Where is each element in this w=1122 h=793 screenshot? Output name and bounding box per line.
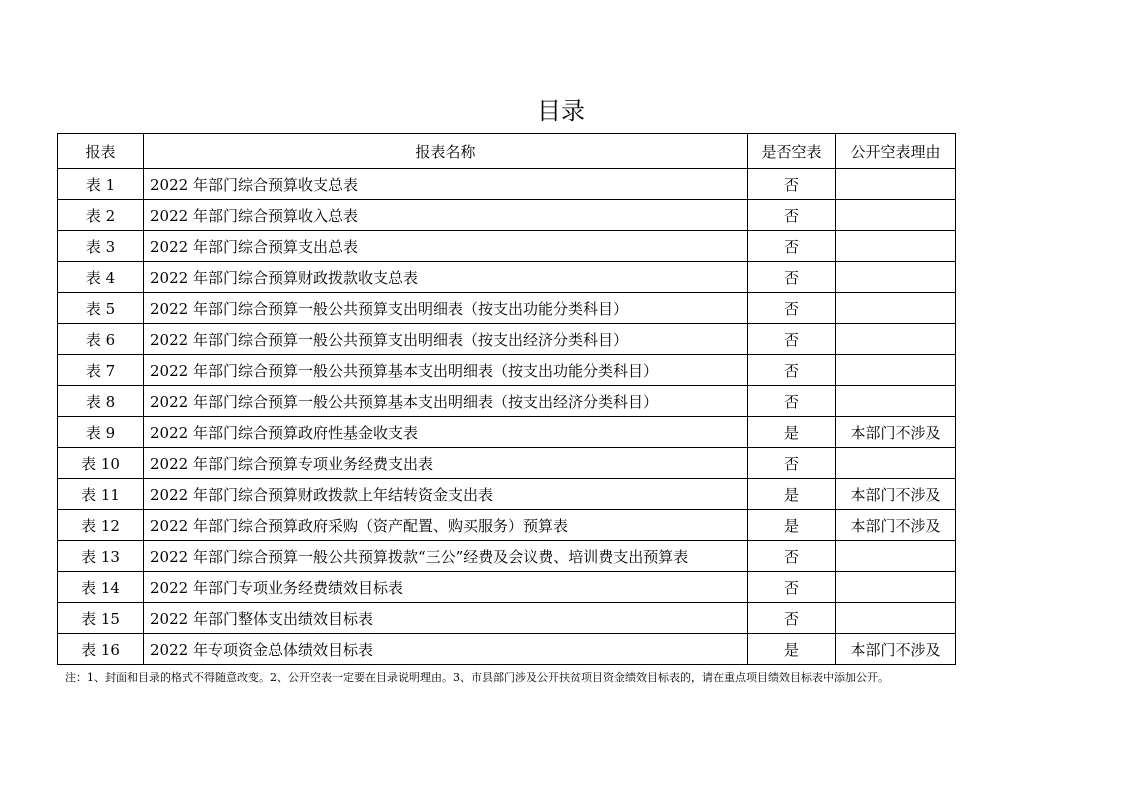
report-name-cell: 2022 年部门综合预算一般公共预算拨款“三公”经费及会议费、培训费支出预算表 — [144, 541, 748, 572]
table-row — [58, 293, 956, 324]
report-name-cell: 2022 年部门综合预算一般公共预算基本支出明细表（按支出功能分类科目） — [144, 355, 748, 386]
is-empty-cell: 否 — [748, 231, 836, 262]
empty-reason-cell — [836, 324, 956, 355]
is-empty-cell: 否 — [748, 355, 836, 386]
empty-reason-cell — [836, 541, 956, 572]
empty-reason-cell — [836, 572, 956, 603]
is-empty-cell: 否 — [748, 386, 836, 417]
report-no-cell: 表 16 — [58, 634, 144, 665]
empty-reason-cell — [836, 169, 956, 200]
report-name-cell: 2022 年部门综合预算一般公共预算支出明细表（按支出功能分类科目） — [144, 293, 748, 324]
table-row — [58, 200, 956, 231]
report-no-cell: 表 8 — [58, 386, 144, 417]
report-no-cell: 表 7 — [58, 355, 144, 386]
report-name-cell: 2022 年部门专项业务经费绩效目标表 — [144, 572, 748, 603]
table-row — [58, 603, 956, 634]
table-row — [58, 386, 956, 417]
table-header-row — [58, 134, 956, 169]
empty-reason-cell: 本部门不涉及 — [836, 417, 956, 448]
table-row — [58, 262, 956, 293]
report-table — [57, 133, 956, 665]
report-no-cell: 表 3 — [58, 231, 144, 262]
report-name-cell: 2022 年部门综合预算收支总表 — [144, 169, 748, 200]
header-report-name: 报表名称 — [144, 134, 748, 169]
empty-reason-cell — [836, 386, 956, 417]
is-empty-cell: 是 — [748, 479, 836, 510]
report-name-cell: 2022 年部门综合预算财政拨款上年结转资金支出表 — [144, 479, 748, 510]
is-empty-cell: 是 — [748, 510, 836, 541]
is-empty-cell: 是 — [748, 417, 836, 448]
report-name-cell: 2022 年部门整体支出绩效目标表 — [144, 603, 748, 634]
is-empty-cell: 否 — [748, 603, 836, 634]
is-empty-cell: 否 — [748, 541, 836, 572]
empty-reason-cell: 本部门不涉及 — [836, 634, 956, 665]
is-empty-cell: 是 — [748, 634, 836, 665]
is-empty-cell: 否 — [748, 293, 836, 324]
table-row — [58, 355, 956, 386]
report-no-cell: 表 10 — [58, 448, 144, 479]
report-no-cell: 表 6 — [58, 324, 144, 355]
report-no-cell: 表 4 — [58, 262, 144, 293]
empty-reason-cell — [836, 262, 956, 293]
empty-reason-cell — [836, 355, 956, 386]
is-empty-cell: 否 — [748, 262, 836, 293]
empty-reason-cell — [836, 200, 956, 231]
header-is-empty: 是否空表 — [748, 134, 836, 169]
report-no-cell: 表 9 — [58, 417, 144, 448]
table-row — [58, 231, 956, 262]
report-name-cell: 2022 年专项资金总体绩效目标表 — [144, 634, 748, 665]
empty-reason-cell: 本部门不涉及 — [836, 510, 956, 541]
table-row — [58, 510, 956, 541]
page-title: 目录 — [537, 97, 585, 125]
report-no-cell: 表 15 — [58, 603, 144, 634]
report-no-cell: 表 2 — [58, 200, 144, 231]
report-no-cell: 表 12 — [58, 510, 144, 541]
table-row — [58, 572, 956, 603]
report-no-cell: 表 13 — [58, 541, 144, 572]
table-row — [58, 634, 956, 665]
report-name-cell: 2022 年部门综合预算政府性基金收支表 — [144, 417, 748, 448]
report-name-cell: 2022 年部门综合预算财政拨款收支总表 — [144, 262, 748, 293]
report-no-cell: 表 14 — [58, 572, 144, 603]
is-empty-cell: 否 — [748, 324, 836, 355]
empty-reason-cell — [836, 448, 956, 479]
header-empty-reason: 公开空表理由 — [836, 134, 956, 169]
empty-reason-cell — [836, 603, 956, 634]
empty-reason-cell — [836, 231, 956, 262]
report-no-cell: 表 5 — [58, 293, 144, 324]
table-row — [58, 417, 956, 448]
report-name-cell: 2022 年部门综合预算一般公共预算基本支出明细表（按支出经济分类科目） — [144, 386, 748, 417]
is-empty-cell: 否 — [748, 200, 836, 231]
header-report-no: 报表 — [58, 134, 144, 169]
table-row — [58, 324, 956, 355]
table-row — [58, 541, 956, 572]
table-row — [58, 169, 956, 200]
table-row — [58, 479, 956, 510]
report-no-cell: 表 11 — [58, 479, 144, 510]
report-name-cell: 2022 年部门综合预算一般公共预算支出明细表（按支出经济分类科目） — [144, 324, 748, 355]
empty-reason-cell: 本部门不涉及 — [836, 479, 956, 510]
empty-reason-cell — [836, 293, 956, 324]
table-row — [58, 448, 956, 479]
report-no-cell: 表 1 — [58, 169, 144, 200]
report-name-cell: 2022 年部门综合预算专项业务经费支出表 — [144, 448, 748, 479]
is-empty-cell: 否 — [748, 169, 836, 200]
is-empty-cell: 否 — [748, 572, 836, 603]
is-empty-cell: 否 — [748, 448, 836, 479]
report-name-cell: 2022 年部门综合预算收入总表 — [144, 200, 748, 231]
report-name-cell: 2022 年部门综合预算政府采购（资产配置、购买服务）预算表 — [144, 510, 748, 541]
report-name-cell: 2022 年部门综合预算支出总表 — [144, 231, 748, 262]
footnote: 注：1、封面和目录的格式不得随意改变。2、公开空表一定要在目录说明理由。3、市县部门涉及公开扶贫项目资金绩效目标表的，请在重点项目绩效目标表中添加公开。 — [65, 671, 889, 684]
